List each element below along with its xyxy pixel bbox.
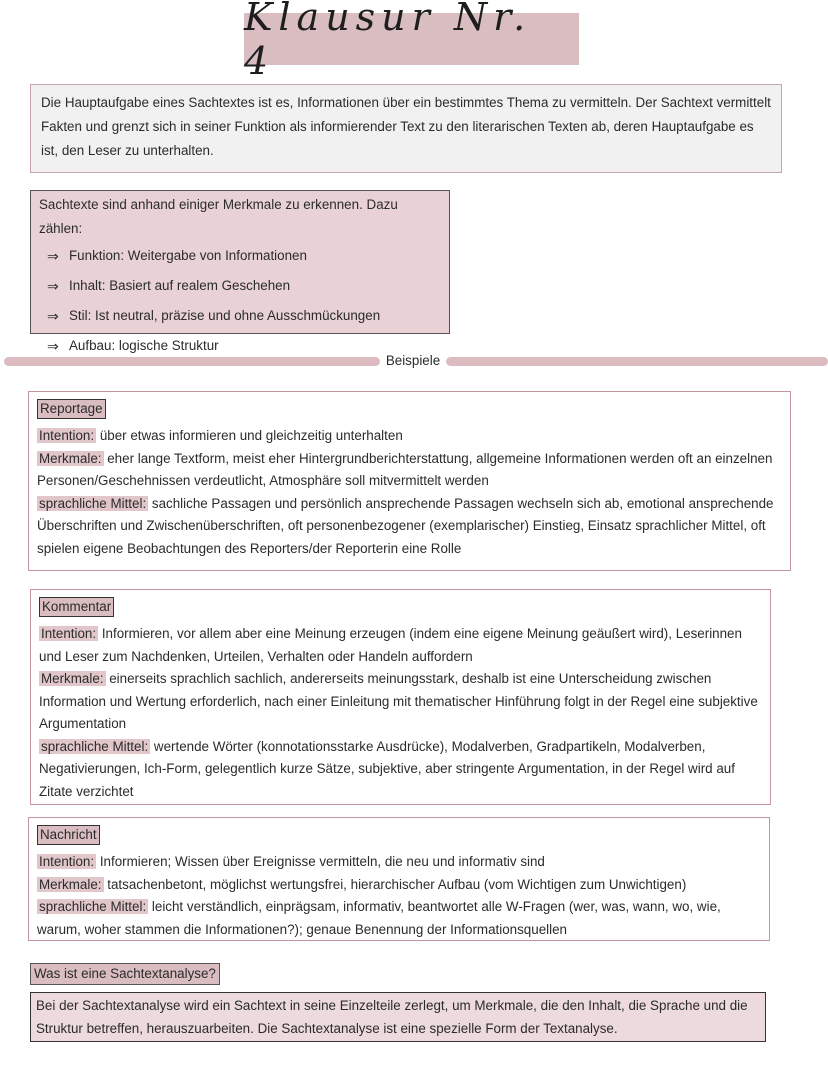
nachricht-card — [28, 817, 770, 941]
reportage-title: Reportage — [37, 399, 106, 419]
nachricht-intention — [37, 851, 761, 874]
divider-right — [446, 357, 828, 366]
mittel-label: sprachliche Mittel: — [39, 495, 147, 511]
mittel-text: wertende Wörter (konnotationsstarke Ausdrücke), Modalverben, Gradpartikeln, Modalverben, Negativierungen, Ich-Form, gelegentlich kurze Sätze, subjektive, aber stringente Argumentation, in der Regel wird auf Zitate verzichtet — [39, 738, 735, 799]
merkmale-label: Merkmale: — [41, 671, 104, 686]
mittel-label: sprachliche Mittel: — [41, 738, 149, 754]
nachricht-merkmale — [37, 874, 761, 897]
divider-label: Beispiele — [385, 353, 441, 368]
kommentar-title: Kommentar — [39, 597, 114, 617]
answer-text: Bei der Sachtextanalyse wird ein Sachtext in seine Einzelteile zerlegt, um Merkmale, die den Inhalt, die Sprache und die Struktur betreffen, herauszuarbeiten. Die Sachtextanalyse ist eine spezielle Form der Textanalyse. — [36, 998, 748, 1036]
page-title: Klausur Nr. 4 — [244, 0, 532, 83]
reportage-mittel — [37, 493, 782, 561]
feature-item-text: Stil: Ist neutral, präzise und ohne Ausschmückungen — [69, 308, 381, 323]
question-heading: Was ist eine Sachtextanalyse? — [30, 963, 220, 985]
feature-item — [47, 271, 441, 301]
reportage-card — [28, 391, 791, 571]
arrow-right-icon: ⇒ — [47, 248, 59, 264]
intention-text: über etwas informieren und gleichzeitig unterhalten — [96, 428, 403, 443]
mittel-text: leicht verständlich, einprägsam, informativ, beantwortet alle W-Fragen (wer, was, wann, wo, wie, warum, woher stammen die Informationen?); genaue Benennung der Informationsquellen — [37, 899, 721, 937]
merkmale-text: einerseits sprachlich sachlich, andererseits meinungsstark, deshalb ist eine Unterscheidung zwischen Information und Wertung erforderlich, nach einer Einleitung mit thematischer Hinführung folgt in der Regel eine subjektive Argumentation — [39, 671, 758, 731]
arrow-right-icon: ⇒ — [47, 338, 59, 354]
intro-text: Die Hauptaufgabe eines Sachtextes ist es, Informationen über ein bestimmtes Thema zu vermitteln. Der Sachtext vermittelt Fakten und grenzt sich in seiner Funktion als informierender Text zu den literarischen Texten ab, deren Hauptaufgabe es ist, den Leser zu unterhalten. — [41, 95, 771, 158]
page-title-banner — [244, 0, 579, 83]
arrow-right-icon: ⇒ — [47, 278, 59, 294]
answer-box — [30, 992, 766, 1042]
merkmale-text: tatsachenbetont, möglichst wertungsfrei, hierarchischer Aufbau (vom Wichtigen zum Unwichtigen) — [103, 876, 687, 892]
kommentar-card — [30, 589, 771, 805]
intention-label: Intention: — [39, 428, 95, 443]
feature-item-text: Funktion: Weitergabe von Informationen — [69, 248, 307, 263]
feature-item-text: Aufbau: logische Struktur — [69, 338, 219, 353]
merkmale-label: Merkmale: — [39, 876, 102, 892]
features-box — [30, 190, 450, 354]
reportage-merkmale — [37, 448, 782, 493]
feature-item-text: Inhalt: Basiert auf realem Geschehen — [69, 278, 291, 293]
intention-label: Intention: — [39, 854, 95, 869]
features-heading: Sachtexte sind anhand einiger Merkmale zu erkennen. Dazu zählen: — [39, 197, 398, 236]
mittel-text: sachliche Passagen und persönlich ansprechende Passagen wechseln sich ab, emotional ansprechende Überschriften und Zwischenüberschriften, oft personenbezogener (exemplarischer) Einstieg, Einsatz sprachlicher Mittel, oft spielen eigene Beobachtungen des Reporters/der Reporterin eine Rolle — [37, 495, 774, 556]
divider-left — [4, 357, 380, 366]
nachricht-title: Nachricht — [37, 825, 100, 845]
kommentar-merkmale — [39, 668, 762, 736]
intention-label: Intention: — [41, 626, 97, 641]
kommentar-intention — [39, 623, 762, 668]
merkmale-text: eher lange Textform, meist eher Hintergrundberichterstattung, allgemeine Informationen werden oft an einzelnen Personen/Geschehnissen verdeutlicht, Atmosphäre soll mitvermittelt werden — [37, 450, 773, 488]
kommentar-mittel — [39, 736, 762, 804]
feature-item — [47, 301, 441, 331]
intention-text: Informieren; Wissen über Ereignisse vermitteln, die neu und informativ sind — [96, 854, 545, 869]
arrow-right-icon: ⇒ — [47, 308, 59, 324]
merkmale-label: Merkmale: — [39, 450, 102, 466]
reportage-intention — [37, 425, 782, 448]
intention-text: Informieren, vor allem aber eine Meinung erzeugen (indem eine eigene Meinung geäußert wird), Leserinnen und Leser zum Nachdenken, Urteilen, Verhalten oder Handeln auffordern — [39, 626, 742, 664]
mittel-label: sprachliche Mittel: — [39, 899, 147, 914]
intro-box — [30, 84, 782, 173]
feature-item — [47, 241, 441, 271]
nachricht-mittel — [37, 896, 761, 941]
